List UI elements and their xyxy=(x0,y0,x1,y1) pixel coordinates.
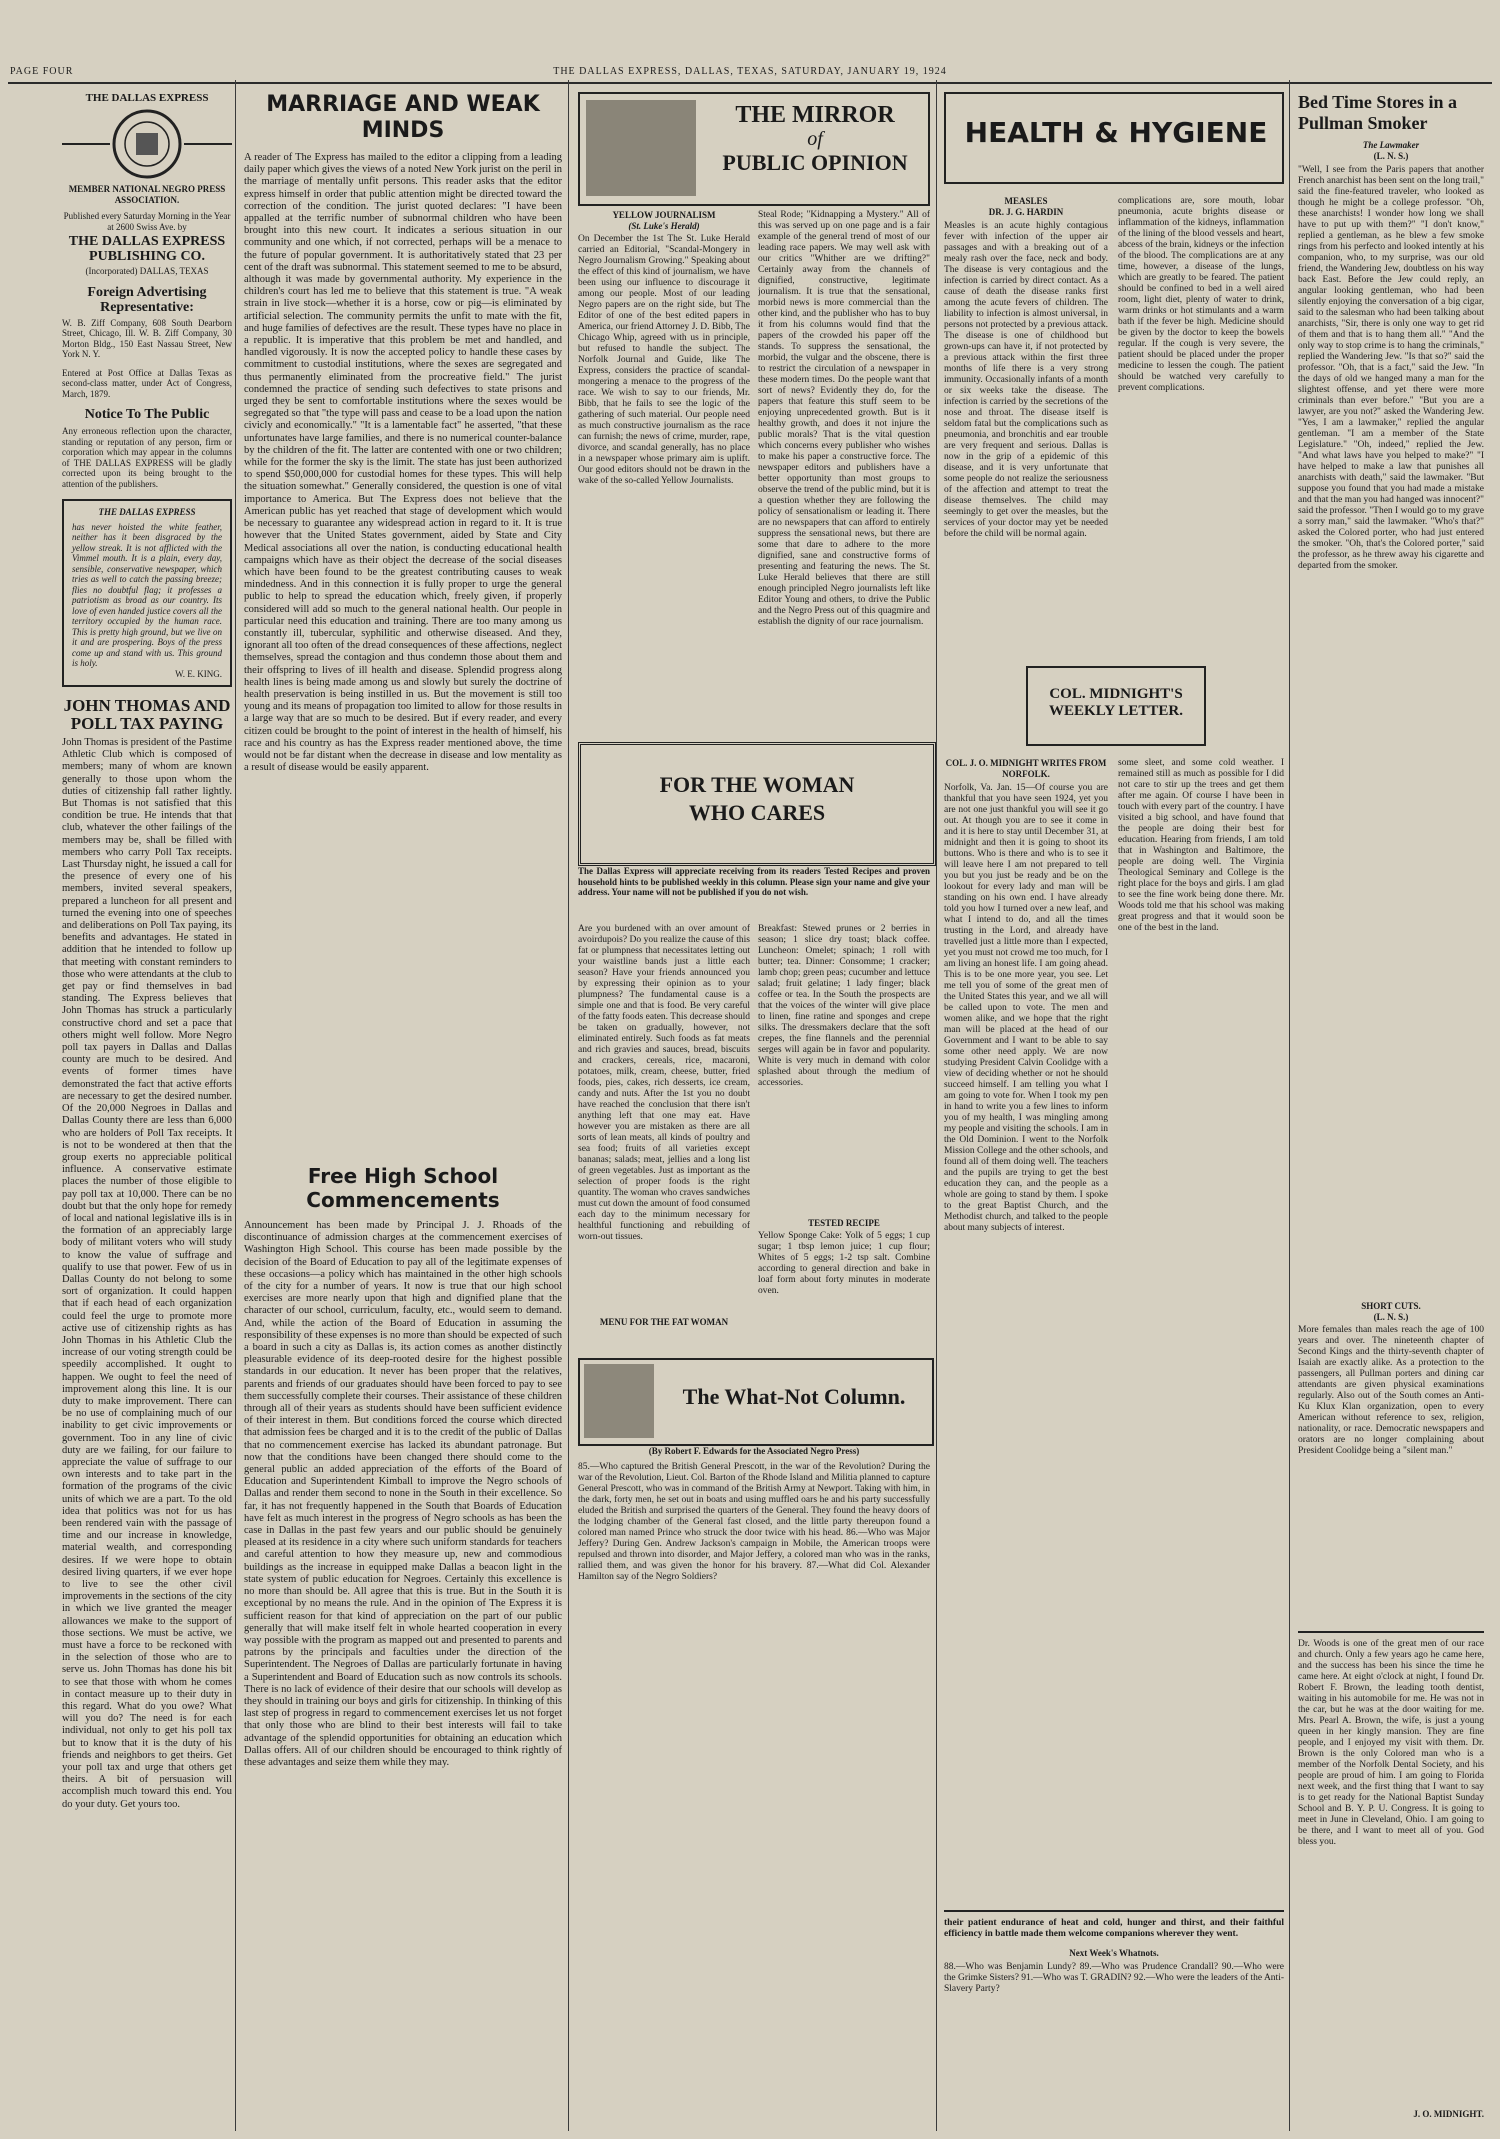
entered-notice: Entered at Post Office at Dallas Texas as second-class matter, under Act of Congress, March, 1879. xyxy=(62,367,232,399)
column-divider xyxy=(568,80,569,2131)
next-week-head: Next Week's Whatnots. xyxy=(1069,1948,1159,1958)
midnight-signature: J. O. MIDNIGHT. xyxy=(1413,2109,1484,2119)
yellow-journalism-head: YELLOW JOURNALISM xyxy=(612,210,716,220)
creed-signature: W. E. KING. xyxy=(175,668,222,679)
column-2 xyxy=(244,92,562,2132)
measles-text: Measles is an acute highly contagious fever with infection of the upper air passages and with a breaking out of a mealy rash over the face, neck and body. The disease is very contagious and the infection is carried by direct contact. As a cause of death the disease ranks first among the acute fevers of children. The liability to infection is almost universal, in persons not protected by a previous attack. The disease is one of childhood but grown-ups can have it, if not protected by a previous attack within the first three months of life there is a very strong immunity. Occasionally infants of a month or six weeks take the disease. The infection is carried by the secretions of the nose and throat. The disease itself is seldom fatal but the complications such as pneumonia, and bronchitis and ear trouble are very frequent and serious. Dallas is now in the grip of a epidemic of this disease, and it is very unfortunate that some people do not realize the seriousness of the affection and attempt to treat the disease themselves. The child may seemingly to get over the measles, but the services of your doctor may yet be needed before the child will be normal again. xyxy=(944,221,1108,539)
woman-banner-line1: FOR THE WOMAN xyxy=(659,772,855,797)
midnight-letter-end: Dr. Woods is one of the great men of our race and church. Only a few years ago he came here, and the success has been his since the time he came here. At eight o'clock at night, I found Dr. Robert F. Brown, the leading tooth dentist, waiting in his automobile for me. He was not in the car, but he was at the door waiting for me. Mrs. Pearl A. Brown, the wife, is just a young queen in her kingly mansion. They are fine people, and I enjoyed my visit with them. Dr. Brown is the only Colored man who is a member of the Norfolk Dental Society, and his people are proud of him. I am going to Florida next week, and the first thing that I want to say is to get ready for the National Baptist Sunday School and B. Y. P. U. Congress. It is going to meet in June in Cleveland, Ohio. I am going to be there, and I want to meet all of you. God bless you. xyxy=(1298,1639,1484,1847)
column-divider xyxy=(1289,80,1290,2131)
marriage-article: A reader of The Express has mailed to the editor a clipping from a leading daily paper which gives the views of a noted New York jurist on the peril in the marriage of mentally unfit persons. This reader asks that the editor express himself in order that public attention might be directed toward the correction of the condition. The jurist quoted declares: "I have been appalled at the terrific number of subnormal children who have been brought into this new court. It indicates a serious situation in our community and one which, if not corrected, perhaps will be a menace to the future of popular government. It is authoritatively stated that 23 per cent of the draft was subnormal. This statement seemed to me to be absurd, although it was made by governmental authority. My experience in the children's court has led me to believe that this statement is true. "A weak strain in live stock—whether it is a horse, cow or pig—is eliminated by artificial selection. The community permits the unfit to mate with the fit, and huge families of defectives are the result. These types have no place in a republic. It is imperative that this problem be met and handled, and handled vigorously. It is now the accepted policy to handle these cases by commitment to custodial institutions, where the sexes are segregated and thus permanently eliminated from the procreative field." The jurist condemned the practice of sending such defectives to state prisons and urged they be sent to comfortable institutions where the sexes would be segregated so that "the type will pass and cease to be a load upon the nation civicly and economically." "It is a lamentable fact" he asserted, "that these unfortunates have large families, and there is no numerical counter-balance by the children of the fit. The latter are contented with one or two children; while for the former the sky is the limit. The state has just been authorized to spend $50,000,000 for custodial homes for these types. This will help the situation somewhat." Generally considered, the question is one of vital importance to America. But The Express does not believe that the American public has yet reached that stage of development which would be necessary to guarantee any widespread action in regard to it. It is true however that the United States government, aided by State and City Medical associations all over the nation, is conducting educational health campaigns which have as their object the decrease of the social diseases which have been found to be the greatest contributing causes to weak mindedness. And in this connection it is fully proper to urge the general public to help to spread the education which, freely given, if properly considered will add so much to the general national health. Our people in particular need this education and training. There are too many among us constantly ill, tubercular, syphilitic and otherwise diseased. And they, ignorant all too often of the dread consequences of these affections, neglect themselves, spread the contagion and thus condemn those about them and their offspring to lives of ill health and disease. Splendid progress along health lines is being made among us and slowly but surely the doctrine of health preservation is being instilled in us. But the movement is still too young and its means of propagation too limited to allow for those results in a large way that are so much to be desired. But if every reader, and every citizen could be brought to the point of interest in the health of himself, his race and his country as has the Express reader mentioned above, the time would not be far distant when the decrease in disease and low mentality as a result of disease would be easily apparent. xyxy=(244,152,562,774)
mirror-banner-line3: PUBLIC OPINION xyxy=(722,150,908,175)
short-cuts-head: SHORT CUTS. xyxy=(1361,1301,1421,1311)
midnight-box xyxy=(1026,666,1206,746)
column-5 xyxy=(1298,92,1484,2132)
poll-tax-article: John Thomas is president of the Pastime Athletic Club which is composed of members; many of whom are known generally to those upon whom the duties of citizenship fall rather lightly. But Thomas is not satisfied that this condition be true. He intends that that club, whatever the other failings of the members may be, shall be filled with members who carry Poll Tax receipts. Last Thursday night, he issued a call for the presence of every one of his members, invited several speakers, prepared a luncheon for all present and turned the evening into one of speeches and deliberations on Poll Tax paying, its benefits and advantages. He stated in addition that he intended to follow up that meeting with constant reminders to those who were attendants at the club to get pay or find themselves in bad standing. The Express believes that John Thomas has struck a particularly constructive chord and set a pace that others might well follow. More Negro poll tax payers in Dallas and Dallas county are much to be desired. And events of former times have demonstrated the fact that active efforts are necessary to get the desired number. Of the 20,000 Negroes in Dallas and Dallas County there are less than 6,000 who are holders of Poll Tax receipts. It is not to be wondered at then that the group exerts no appreciable political influence. A conservative estimate places the number of those eligible to pay poll tax at 10,000. There can be no doubt but that the only hope for remedy of local and national legislative ills is in the formation of an appreciably large body of militant voters who will study to know the value of suffrage and qualify to use that power. Few of us in Dallas County do not belong to some sort of organization. It could happen that if each head of each organization could feel the urge to promote more active use of citizenship rights as has John Thomas in his Athletic Club the increase of our voting strength could be speedily accomplished. It ought to happen. We ought to feel the need of improvement along this line. It is our duty to make improvement. There can be no use of complaining much of our inability to get civic improvements or government. Too in any line of civic duty are we failing, for our failure to appreciate the value of suffrage to our own interests and to take part in the formation of the programs of the civic units of which we are a part. To the old idea that politics was not for us has been rendered vain with the passage of time and our increase in knowledge, material wealth, and corresponding desires. If we were hope to obtain desired living quarters, if we ever hope to live to see the other civil improvements in the sections of the city in which we live granted the meager allowances we make to the support of those sections. We must be active, we must have a force to be reckoned with in the selection of those who are to serve us. John Thomas has done his bit to see that those with whom he comes in contact measure up to their duty in this regard. What do you owe? What will you do? The need is for each individual, not only to get his poll tax but to know that it is the duty of his friends and neighbors to get theirs. Get your poll tax and urge that others get theirs. A bit of persuasion will accomplish much toward this end. You do your duty. Get yours too. xyxy=(62,737,232,1810)
next-week-text: 88.—Who was Benjamin Lundy? 89.—Who was Prudence Crandall? 90.—Who were the Grimke Sisters? 91.—Who was T. GRADIN? 92.—Who were the leaders of the Anti-Slavery Party? xyxy=(944,1961,1284,1994)
measles-head: MEASLES xyxy=(1004,196,1048,206)
paper-name: THE DALLAS EXPRESS xyxy=(85,92,209,104)
menu-text: Breakfast: Stewed prunes or 2 berries in season; 1 slice dry toast; black coffee. Luncheon: Omelet; spinach; 1 roll with butter; tea. Dinner: Consomme; 1 cracker; lamb chop; green peas; cucumber and lettuce salad; fruit gelatine; 1 lady finger; black coffee or tea. In the South the prospects are that the voices of the winter will give place to linen, fine ratine and sponges and crepe silks. The dressmakers declare that the soft crepes, the fine flannels and the perennial serges will again be in favor and popularity. White is very much in demand with color splashed about through the medium of accessories. xyxy=(758,924,930,1088)
midnight-banner-line2: WEEKLY LETTER. xyxy=(1049,703,1183,719)
whatnot-headline: The What-Not Column. xyxy=(682,1384,906,1409)
header-rule xyxy=(8,82,1492,84)
whatnot-tail: their patient endurance of heat and cold, hunger and thirst, and their faithful efficiency in battle made them welcome companions wherever they went. xyxy=(944,1918,1284,1939)
commencement-headline: Free High School Commencements xyxy=(306,1164,500,1212)
column-3 xyxy=(578,92,930,2132)
publisher-name: THE DALLAS EXPRESS PUBLISHING CO. xyxy=(68,234,226,264)
short-cuts-text: More females than males reach the age of 100 years and over. The nineteenth chapter of Second Kings and the thirty-seventh chapter of Isaiah are exactly alike. As a protection to the passengers, all Pullman porters and dining car attendants are given physical examinations regularly. Also out of the South comes an Anti-Ku Klux Klan organization, open to every American without reference to sex, religion, nationality, or race. Democratic newspapers and orators are no longer complaining about President Coolidge being a "silent man." xyxy=(1298,1325,1484,1456)
page-label: PAGE FOUR xyxy=(10,66,74,77)
woman-text: Are you burdened with an over amount of avoirdupois? Do you realize the cause of this fat or plumpness that necessitates letting out your waistline bands just a little each season? Have your friends announced you by expressing their opinion as to your plumpness? The fundamental cause is a simple one and that is food. Be very careful of the fatty foods eaten. This decrease should be taken on gradually, however, not eliminated entirely. Such foods as fat meats and rich gravies and sauces, bread, biscuits and crackers, cereals, rice, macaroni, potatoes, milk, cream, cheese, butter, fried foods, pies, cakes, rich desserts, ice cream, candy and nuts. After the 1st you no doubt have reached the conclusion that there isn't anything left that one may eat. Have however you are mistaken as there are all sorts of lean meats, all kinds of poultry and sea food; fruits of all varieties except bananas; salads; meat, jellies and a long list of green vegetables. Just as important as the selection of proper foods is the right quantity. The woman who craves sandwiches must cut down the amount of food consumed each day to the minimum necessary for healthful functioning and rebuilding of worn-out tissues. xyxy=(578,924,750,1242)
publisher-seal xyxy=(62,108,232,180)
notice-head: Notice To The Public xyxy=(84,407,210,422)
member-line: MEMBER NATIONAL NEGRO PRESS ASSOCIATION. xyxy=(68,184,226,205)
foreign-ad-text: W. B. Ziff Company, 608 South Dearborn Street, Chicago, Ill. W. B. Ziff Company, 30 Morton Bldg., 150 East Nassau Street, New York N. Y. xyxy=(62,317,232,359)
creed-text: has never hoisted the white feather, neither has it been disgraced by the yellow streak. It is not afflicted with the Vimmel mouth. It is a plain, every day, sensible, conservative newspaper, which tries as well to catch the passing breeze; flies no doubtful flag; it professes a patriotism as broad as our country. Its love of even handed justice covers all the territory occupied by the human race. This is pretty high ground, but we live on it and are prospering. Boys of the press come up and stand with us. This ground is holy. xyxy=(72,521,222,668)
midnight-banner xyxy=(944,658,1284,752)
short-cuts-author: (L. N. S.) xyxy=(1373,1311,1409,1322)
published-line: Published every Saturday Morning in the Year at 2600 Swiss Ave. by xyxy=(63,211,231,232)
whatnot-byline: (By Robert F. Edwards for the Associated Negro Press) xyxy=(648,1446,860,1456)
measles-continued: complications are, sore mouth, lobar pneumonia, acute brights disease or inflammation of the kidneys, inflammation of the lining of the blood vessels and heart, abcess of the brain, kidneys or the infection of the blood. The complications are at any time, however, a disease of the lungs, which are greatly to be feared. The patient should be confined to bed in a well aired room, light diet, plenty of water to drink, warm drinks or hot stimulants and a warm bath if the fever be high. Medicine should be given by the doctor to keep the bowels regular. If the cough is very severe, the patient should be placed under the proper medicine to lessen the cough. The patient should be watched very carefully to prevent complications. xyxy=(1118,196,1284,393)
commencement-article: Announcement has been made by Principal J. J. Rhoads of the discontinuance of admission charges at the commencement exercises of Washington High School. This course has been made possible by the decision of the Board of Education to pay all of the legitimate expenses of these occasions—a policy which has maintained in the other high schools of the city for a number of years. It now is true that our high school exercises are more nearly upon that high and dignified plane that the character of our school, curriculum, faculty, etc., would seem to demand. And, while the action of the Board of Education in assuming the responsibility of these expenses is no more than should be expected of such a board in such a city as Dallas is, its action comes as another distinctly pleasurable evidence of its deep-rooted desire for the highest possible standards in our education. It never has been proper that the relatives, parents and friends of our graduates should have been forced to pay to see them successfully complete their courses. Their assistance of these children through all of their years as students should have been sufficient evidence of their interest in them. But conditions forced the course which directed that admission fees be charged and it is to the credit of the public of Dallas that no commencement exercise has lacked its abundant patronage. But now that the conditions have been changed there should come to the general public an added appreciation of the efforts of the Board of Education and Superintendent Kimball to improve the Negro schools of Dallas and render them second to none in the South in their excellence. So far, it has not frequently happened in the South that Boards of Education have felt as much interest in the progress of Negro schools as has been the case in Dallas in the past few years and our public should be genuinely pleased at its residence in a city where such uniform standards for teachers and careful attention to how they measure up, new and commodious buildings as the increase in equipped make Dallas a beacon light in the state system of public education for Negroes. Certainly this excellence is no more than should be. All agree that this is true. But in the South it is exceptional by no means the rule. And in the opinion of The Express it is sufficient reason for that kind of appreciation on the part of our public generally that will make itself felt in whole hearted cooperation in every way possible with the program as mapped out and presented to parents and patrons by the principals and faculties under the direction of the Superintendent. The Negroes of Dallas are particularly fortunate in having a Superintendent and Board of Education such as now controls its schools. There is no lack of evidence of their desire that our schools will develop as they should in training our boys and girls for citizenship. In thinking of this last step of progress in regard to commencement exercises let us not forget that only those who are blind to their best interests will fail to take advantage of the splendid opportunities for obtaining an education which Dallas offers. All of our children should be encouraged to think rightly of these advantages and seize them while they may. xyxy=(244,1220,562,1768)
menu-head: MENU FOR THE FAT WOMAN xyxy=(599,1317,729,1327)
midnight-subhead: COL. J. O. MIDNIGHT WRITES FROM NORFOLK. xyxy=(945,758,1107,779)
crowd-illustration xyxy=(586,100,696,196)
midnight-text: Norfolk, Va. Jan. 15—Of course you are thankful that you have seen 1924, yet you are not one just thankful you will see it go out. At though you are to see it come in and it is here to stay until December 31, at midnight and then it is going to shoot its buttons. Who is there and who is to see it will leave here I am not prepared to tell you but you just be ready and be on the lookout for every lady and man will be standing on his own end. I have already told you how I turned over a new leaf, and what I intend to do, and all the times trusting in the Lord, and already have travelled just a little more than I expected, yet you must not crowd me too much, for I am living an honest life. I am going ahead. This is to be one more year, you see. Let me tell you of some of the great men of the United States this year, and we all will be called upon to vote. The men and women alike, and we hope that the right man will be placed at the head of our Government and I want to be able to say some other need apply. We are now studying President Calvin Coolidge with a view of deciding whether or not he should succeed himself. I am telling you what I am going to vote for. When I took my pen in hand to write you a few lines to inform you of my health, I was mingling among my people and visiting the schools. I am in the Old Dominion. I went to the Norfolk Mission College and the other schools, and found all of them doing well. The teachers and the pupils are trying to get the best education they can, and the people as a whole are going to stand by them. I spoke to the great Baptist Church, and the Methodist church, and talked to the people about many subjects of interest. xyxy=(944,783,1108,1233)
recipe-text: Yellow Sponge Cake: Yolk of 5 eggs; 1 cup sugar; 1 tbsp lemon juice; 1 cup flour; Whites of 5 eggs; 1-2 tsp salt. Combine according to general direction and bake in loaf form about forty minutes in moderate oven. xyxy=(758,1230,930,1296)
midnight-banner-line1: COL. MIDNIGHT'S xyxy=(1049,686,1183,702)
whatnot-text: 85.—Who captured the British General Prescott, in the war of the Revolution? During the war of the Revolution, Lieut. Col. Barton of the Rhode Island and Militia planned to capture General Prescott, who was in command of the British Army at Newport. Taking with him, in the dark, forty men, he set out in boats and using muffled oars he and his party successfully eluded the British and surprised the quarters of the General. They found the heavy doors of the lodging chamber of the General fast closed, and the little party thereupon found a colored man named Prince who struck the door twice with his head. 86.—Who was Major Jeffery? During Gen. Andrew Jackson's campaign in Mobile, the American troops were repulsed and thrown into disorder, and Major Jeffery, a colored man who was in the ranks, rallied them, and was given the honor for his bravery. 87.—What did Col. Alexander Hamilton say of the Negro Soldiers? xyxy=(578,1462,930,1582)
marriage-headline: MARRIAGE AND WEAK MINDS xyxy=(266,92,540,143)
column-divider xyxy=(235,80,236,2131)
recipe-head: TESTED RECIPE xyxy=(808,1218,880,1228)
woman-banner-line2: WHO CARES xyxy=(688,800,826,825)
section-rule xyxy=(944,1910,1284,1912)
health-banner xyxy=(944,92,1284,184)
measles-byline: DR. J. G. HARDIN xyxy=(988,206,1064,217)
mirror-banner xyxy=(578,92,930,206)
column-4 xyxy=(944,92,1284,2132)
whatnot-illustration xyxy=(584,1364,654,1438)
column-1 xyxy=(62,92,232,2132)
mirror-banner-line2: of xyxy=(807,128,823,150)
bedtime-subhead: The Lawmaker xyxy=(1362,140,1420,150)
poll-tax-headline: JOHN THOMAS AND POLL TAX PAYING xyxy=(63,696,231,733)
woman-banner xyxy=(578,742,936,866)
bedtime-headline: Bed Time Stores in a Pullman Smoker xyxy=(1298,92,1458,133)
yellow-journalism-continued: Steal Rode; "Kidnapping a Mystery." All of this was served up on one page and is a fair example of the general trend of most of our leading race papers. We may well ask with our critics "Whither are we drifting?" Certainly away from the channels of dignified, constructive, legitimate journalism. It is true that the sensational, morbid news is more commercial than the other kind, and the publisher who has to buy it from his columns would find that the papers of the crowded his paper off the stands. To suppress the sensational, the morbid, the vulgar and the obscene, there is to restrict the circulation of a newspaper in these modern times. Do the people want that sort of news? Evidently they do, for the papers that feature this stuff seem to be enjoying unprecedented growth. But is it healthy growth, and does it not injure the public morals? That is the vital question which concerns every publisher who wishes to make his paper a constructive force. The newspaper editors and publishers have a better opportunity than most groups to observe the trend of the public mind, but it is a question whether they are following the policy of sensationalism or leading it. There are no newspapers that can afford to entirely suppress the sensational news, but there are some that dare to adhere to the more dignified, sane and constructive forms of presenting and featuring the news. The St. Luke Herald believes that there are still enough principled Negro journalists left like Editor Young and others, to drive the Public and the Negro Press out of this quagmire and establish the dignity of our race journalism. xyxy=(758,210,930,627)
bedtime-author: (L. N. S.) xyxy=(1373,150,1409,161)
header-title: THE DALLAS EXPRESS, DALLAS, TEXAS, SATURDAY, JANUARY 19, 1924 xyxy=(553,66,947,77)
bedtime-text: "Well, I see from the Paris papers that another French anarchist has been sent on the long trail," said the fine-featured traveler, who looked as though he might be a college professor. "Oh, these anarchists! I wonder how long we shall have to put up with them?" "I don't know," replied a gentleman, as he blew a few smoke rings from his perfecto and looked intently at his companion, who, to my surprise, was our old friend, the Wandering Jew, doubtless on his way back East. Before the Jew could reply, an angular looking gentleman, who had been silently enjoying the conversation of a big cigar, said to the salesman who had been talking about anarchists, "Sir, there is only one way to get rid of them and that is to hang them all." "And the only way to stop crime is to hang the criminals," replied the Wandering Jew. "Is that so?" said the professor. "Oh, that is a fact," said the Jew. "In the days of old we hanged many a man for the slightest offense, and yet there were more criminals than ever before." "But you are a lawyer, are you not?" asked the Wandering Jew. "Yes, I am a lawmaker," replied the angular gentleman. "I am a member of the State Legislature." "Oh, indeed," replied the Jew. "And what laws have you helped to make?" "I have helped to make a law that punishes all anarchists with death," said the lawmaker. "But suppose you found that you had made a mistake and that the man you had hanged was innocent?" said the professor. "Then I would go to my grave a sorry man," said the lawmaker. "Who's that?" asked the Colored porter, who had just entered the smoker. "Oh, that's the Colored porter," said the professor, as he threw away his cigarette and departed from the smoker. xyxy=(1298,165,1484,571)
short-cuts-rule xyxy=(1298,1631,1484,1633)
creed-label: THE DALLAS EXPRESS xyxy=(98,507,196,517)
column-divider xyxy=(936,80,937,2131)
whatnot-banner xyxy=(578,1358,934,1446)
mirror-banner-line1: THE MIRROR xyxy=(735,102,895,128)
health-banner-title: HEALTH & HYGIENE xyxy=(964,116,1268,149)
publisher-location: (Incorporated) DALLAS, TEXAS xyxy=(85,266,209,276)
yellow-journalism-text: On December the 1st The St. Luke Herald carried an Editorial, "Scandal-Mongery in Negro Journalism Growing." Speaking about the effect of this kind of journalism, we have been using our influence to discourage it among our people. Most of our leading Negro papers are on the right side, but The Editor of one of the best edited papers in America, our friend Attorney J. D. Bibb, The Chicago Whip, agreed with us in principle, but refused to handle the subject. The Norfolk Journal and Guide, like The Express, considers the practice of scandal-mongering a menace to the progress of the race. We wish to say to our friends, Mr. Bibb, that he fails to see the logic of the gathering of such material. Our people need as much constructive journalism as the race can furnish; the news of crime, murder, rape, divorce, and scandal generally, has no place in a newspaper whose primary aim is uplift. Our good editors should not be drawn in the wake of the so-called Yellow Journalists. xyxy=(578,234,750,486)
foreign-ad-head: Foreign Advertising Representative: xyxy=(87,284,207,315)
notice-text: Any erroneous reflection upon the character, standing or reputation of any person, firm or corporation which may appear in the columns of THE DALLAS EXPRESS will be gladly corrected upon its being brought to the attention of the publishers. xyxy=(62,426,232,489)
creed-box xyxy=(62,499,232,687)
page-header xyxy=(10,66,1490,80)
woman-intro: The Dallas Express will appreciate receiving from its readers Tested Recipes and proven household hints to be published weekly in this column. Please sign your name and give your address. Your name will not be published if you do not wish. xyxy=(578,866,930,897)
midnight-continued: some sleet, and some cold weather. I remained still as much as possible for I did not care to stir up the trees and get them after me again. Of course I have been in touch with every part of the country. I have visited a big school, and have found that the people are doing their best for education. Hearing from friends, I am told that in Washington and Baltimore, the people are doing well. The Virginia Theological Seminary and College is the right place for the boys and girls. I am glad to see the fine work being done there. Mr. Woods told me that his school was making great progress and that it would soon be one of the best in the land. xyxy=(1118,758,1284,933)
yellow-journalism-source: (St. Luke's Herald) xyxy=(628,220,700,231)
